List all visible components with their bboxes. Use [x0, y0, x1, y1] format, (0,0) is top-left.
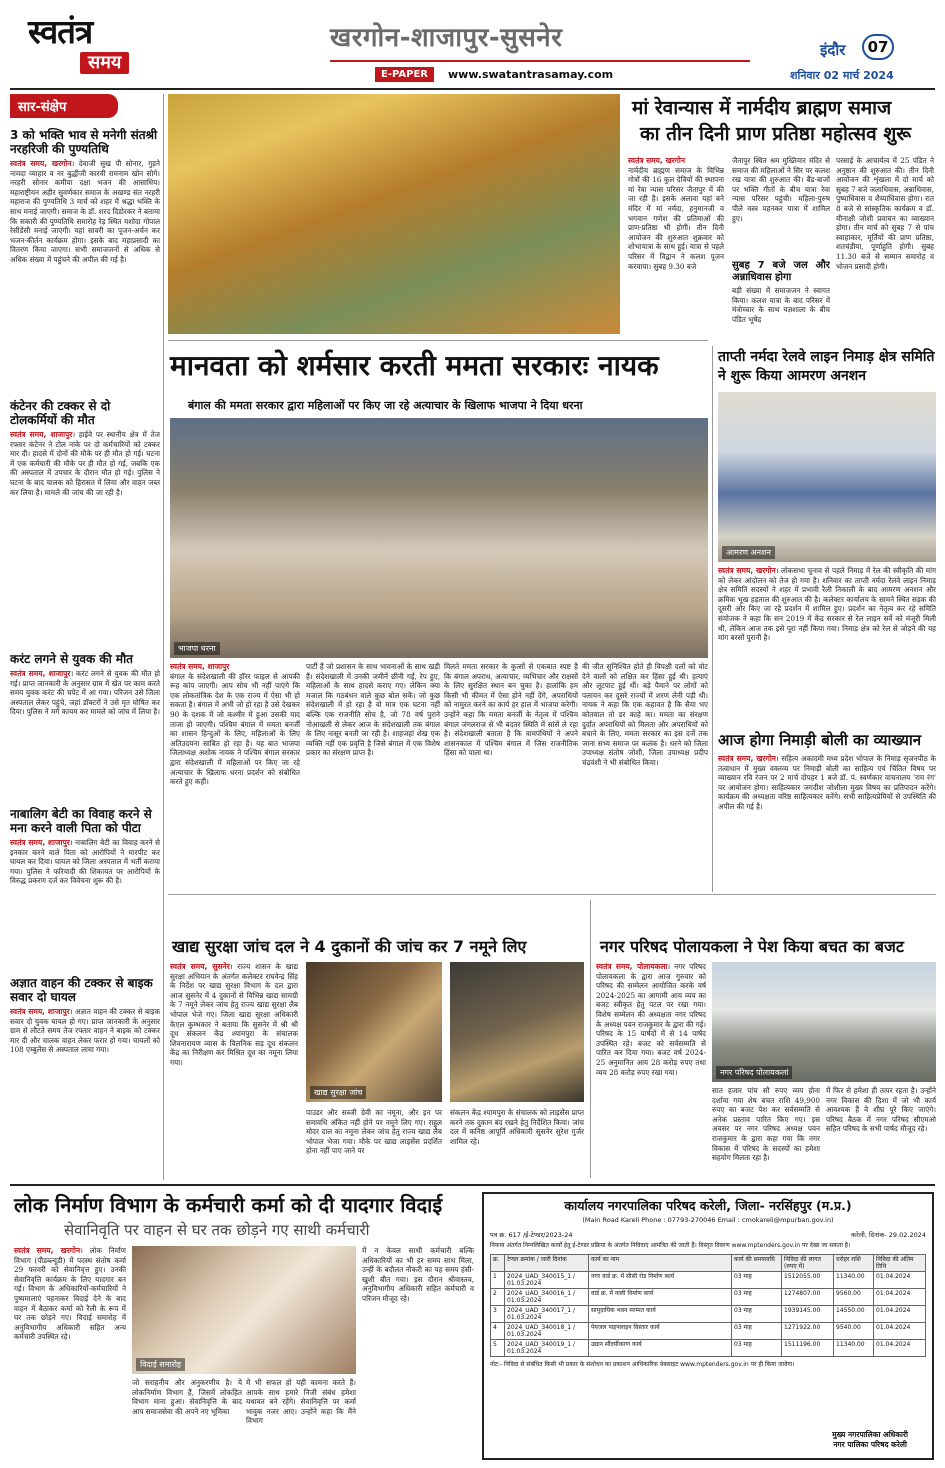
tender-intro: निकाय अंतर्गत निम्नलिखित कार्यों हेतु ई-टेण्डर प्रक्रिया के अंतर्गत निविदाएं आमंत्रित की जाती हैं। विस्तृत विवरण www.mptenders.gov.in पर देखा जा सकता है। — [490, 1242, 851, 1249]
sidebar-item — [10, 399, 160, 646]
sidebar-item — [10, 652, 160, 801]
tender-title: कार्यालय नगरपालिका परिषद करेली, जिला- नरसिंहपुर (म.प्र.) — [564, 1198, 852, 1213]
sidebar-headline: नाबालिग बेटी का विवाह करने से मना करने वाली पिता को पीटा — [10, 807, 152, 835]
procession-photo — [168, 94, 620, 334]
story7-deck: सेवानिवृति पर वाहन से घर तक छोड़ने गए साथी कर्मचारी — [64, 1221, 370, 1239]
story5-headline: खाद्य सुरक्षा जांच दल ने 4 दुकानों की जांच कर 7 नमूने लिए — [172, 937, 527, 956]
story6-col-c: में फिर से हमेशा ही तत्पर रहता है। उन्होंने नगर विकास की दिशा में जो भी कार्य आवश्यक हैं वे शीघ्र पूरे किए जाएंगे। परिषद बैठक में नगर परिषद सीएमओ सहित परिषद के सभी पार्षद मौजूद रहे। — [826, 1086, 936, 1134]
story1-col-b: जैतापुर स्थित श्रम मुख्तियार मंदिर से समाज की महिलाओं ने सिर पर कलश रख यात्रा की शुरुआत की। बैंड-बाजों पर भक्ति गीतों के बीच यात्रा रेवा न्यास परिसर पहुंची। महिला-पुरुष पीले वस्त्र पहनकर यात्रा में शामिल हुए। सुबह 7 बजे जल और अन्नाधिवास होगा बड़ी संख्या में समाजजन ने स्वागत किया। कलश यात्रा के बाद परिसर में मंत्रोच्चार के साथ यज्ञशाला के बीच पंडित भूषेंद्र — [732, 156, 830, 324]
sidebar-body: स्वतंत्र समय, शाजापुर। नाबालिग बेटी का विवाह करने से इनकार करने वाले पिता को आरोपियों ने मारपीट कर घायल कर दिया। घायल को जिला अस्पताल में भर्ती कराया गया। पुलिस ने फरियादी की शिकायत पर आरोपियों के विरुद्ध प्रकरण दर्ज कर विवेचना शुरू की है। — [10, 838, 160, 886]
tender-ref: पत्र क्र. 617 /ई-टेण्डर/2023-24 — [490, 1231, 573, 1239]
vertical-divider — [712, 346, 713, 892]
website-link[interactable]: www.swatantrasamay.com — [448, 68, 614, 81]
tender-table-header: क्र. टेण्डर क्रमांक / जारी दिनांक कार्य का नाम कार्य की समयावधि निविदा की लागत (रुपए में) धरोहर राशि निविदा की अंतिम तिथि — [491, 1254, 926, 1271]
sidebar-body: स्वतंत्र समय, शाजापुर। करंट लगने से युवक की मौत हो गई। प्राप्त जानकारी के अनुसार ग्राम में खेत पर काम करते समय युवक करंट की चपेट में आ गया। परिजन उसे जिला अस्पताल लेकर पहुंचे, जहां डॉक्टरों ने उसे मृत घोषित कर दिया। पुलिस ने मर्ग कायम कर मामले को जांच में लिया है। — [10, 669, 160, 717]
story1-headline-2: का तीन दिनी प्राण प्रतिष्ठा महोत्सव शुरू — [640, 123, 912, 145]
page-number: 07 — [862, 34, 894, 60]
divider — [168, 340, 708, 341]
hunger-strike-photo: आमरण अनशन — [718, 392, 936, 562]
masthead-rule — [330, 60, 750, 62]
table-row: 4 2024_UAD_340018_1 / 01.03.2024 पेयजल पाइपलाइन विस्तार कार्य 03 माह 1271922.00 9540.00 01.04.2024 — [491, 1322, 926, 1339]
story5-col-b: पाउडर और सब्जी ग्रेवी का नमूना, और इन पर समावधि अंकित नहीं होने पर नमूने लिए गए। राहुल मोदर दाल का नमूना लेकर जांच हेतु राज्य खाद्य लैब भोपाल भेजा गया। मौके पर खाद्य लाइसेंस प्रदर्शित होना नहीं पाए जाने पर — [306, 1108, 442, 1156]
sidebar — [10, 94, 160, 1184]
story4-headline: आज होगा निमाड़ी बोली का व्याख्यान — [718, 731, 922, 749]
epaper-tag[interactable]: E-PAPER — [375, 67, 434, 82]
food-inspection-photo: खाद्य सुरक्षा जांच — [306, 962, 442, 1102]
story7-col-a: स्वतंत्र समय, खरगोन। लोक निर्माण विभाग (पीडब्ल्यूडी) में पदस्थ संतोष कर्मा 29 फरवरी को सेवानिवृत्त हुए। उनकी सेवानिवृत्ति कार्यक्रम के लिए यादगार बन गई। विभाग के अधिकारियों-कर्मचारियों ने पुष्पमालाएं पहनाकर विदाई देने के बाद वाहन में बैठाकर कर्मा को रैली के रूप में घर तक छोड़ने गए। विदाई समारोह में अनुविभागीय अधिकारी सहित अन्य कर्मचारी उपस्थित रहे। — [14, 1246, 126, 1342]
story6-col-a: स्वतंत्र समय, पोलायकला। नगर परिषद पोलायकला के द्वारा आज गुरुवार को परिषद की सम्मेलन आयोजित करके वर्ष 2024-2025 का आगामी आय व्यय का बजट स्वीकृत हेतु पटल पर रखा गया। विशेष सम्मेलन की अध्यक्षता नगर परिषद के अध्यक्ष पवन राजकुमार के द्वारा की गई। परिषद के 15 पार्षदों में से 14 पार्षद उपस्थित रहे। बजट को सर्वसम्मति से पारित कर दिया गया। बजट वर्ष 2024-25 अनुमानित आय 28 करोड़ रुपए तथा व्यय 28 करोड़ रुपए रखा गया। — [596, 962, 706, 1077]
sidebar-headline: करंट लगने से युवक की मौत — [10, 652, 134, 666]
sidebar-body: स्वतंत्र समय, शाजापुर। हाईवे पर स्थानीय क्षेत्र में तेज रफ्तार कंटेनर ने टोल नाके पर दो कर्मचारियों को टक्कर मार दी। हादसे में दोनों की मौके पर ही मौत हो गई। घटना में एक कर्मचारी की मौके पर ही मौत हो गई, जबकि एक की अस्पताल में उपचार के दौरान मौत हो गई। पुलिस ने घटना के बाद चालक को हिरासत में लिया और वाहन जब्त कर लिया है। मामले की जांच की जा रही है। — [10, 430, 160, 497]
tender-note: नोट:- निविदा से संबंधित किसी भी प्रकार के संशोधन का प्रकाशन आधिकारिक वेबसाइट www.mptenders.gov.in पर ही किया जावेगा। — [490, 1360, 795, 1368]
edition-title: खरगोन-शाजापुर-सुसनेर — [330, 23, 563, 53]
story2-col-b: पार्टी हैं जो प्रशासन के साथ भावनाओं के साथ खड़ी हैं। संदेशखाली में उनकी जमीनें छीनी गईं, रेप हुए, महिलाओं के साथ हादसे कराए गए। लेकिन क्या मजाल कि गठबंधन वाले कुछ बोल सकें। जो कुछ संदेशखाली में हो रहा है वो मात्र एक घटना नहीं बल्कि एक राजनीति सोच है, जो 78 वर्ष पुराने नोआखली से लेकर आज के संदेशखाली तक बंगाल के लिए नासूर बनती जा रही है। शाहजहां शेख एक व्यक्ति नहीं एक प्रवृत्ति है जिसे बंगाल में एक विशेष प्रकार का संरक्षण प्राप्त है। — [306, 662, 440, 758]
story1-col-c: परसाई के आचार्यत्व में 25 पंडित ने अनुष्ठान की शुरुआत की। तीन दिनी आयोजन की शृंखला में दो मार्च को सुबह 7 बजे जलाधिवास, अन्नाधिवास, पुष्पाधिवास व शैय्याधिवास होगा। रात 8 बजे से सांस्कृतिक कार्यक्रम व डॉ. मीनाक्षी जोशी प्रवाचन का व्याख्यान होगा। तीन मार्च को सुबह 7 से पांच स्वाहाकार, मूर्तियों की प्राण प्रतिष्ठा, शतचंडीया, पूर्णाहुति होगी। सुबह 11.30 बजे से सम्मान समारोह व भोजन प्रसादी होगी। — [836, 156, 934, 271]
story1-headline-1: मां रेवान्यास में नार्मदीय ब्राह्मण समाज — [632, 97, 892, 119]
city-label: इंदौर — [820, 41, 846, 59]
story6-headline: नगर परिषद पोलायकला ने पेश किया बचत का बजट — [600, 937, 904, 956]
sidebar-headline: कंटेनर की टक्कर से दो टोलकर्मियों की मौत — [10, 399, 111, 427]
sidebar-body: स्वतंत्र समय, शाजापुर। अज्ञात वाहन की टक्कर से बाइक सवार दो युवक घायल हो गए। प्राप्त जानकारी के अनुसार ग्राम से लौटते समय तेज रफ्तार वाहन ने बाइक को टक्कर मार दी और चालक वाहन लेकर फरार हो गया। घायलों को 108 एम्बुलेंस से अस्पताल लाया गया। — [10, 1007, 160, 1055]
sidebar-item — [10, 807, 160, 970]
tender-table — [490, 1254, 926, 1357]
tender-ref-date: करेली, दिनांक- 29.02.2024 — [851, 1231, 926, 1239]
story2-col-c: मिलते ममता सरकार के कुत्सों से एकबात स्पष्ट है कि बंगाल अपराध, अत्याचार, व्यभिचार और राक्षसों के लिए सुरक्षित स्थान बन चुका है। हालांकि हम किसी भी कीमत में ऐसा होने नहीं देंगे, अपराधियों को नामुरत करने का कार्य हर हाल में भाजपा करेगी। उन्होंने कहा कि ममता बनर्जी के नेतृत्व में पश्चिम बंगाल जंगलराज से भी बदतर स्थिति में सांसें ले रहा है। संदेशखाली बताता है कि वामपंथियों ने अपने शासनकाल में पश्चिम बंगाल में जिस राजनीतिक हिंसा को पाला था। — [444, 662, 578, 758]
sidebar-item — [10, 976, 160, 1117]
story6-col-b: सात हजार पांच सौ रुपए व्यय होना दर्शाया गया शेष बचत राशि 49,900 रुपए का बजट पेश कर सर्वसम्मति से अनेक प्रस्ताव पारित किए गए। इस अवसर पर नगर परिषद अध्यक्ष पवन राजकुमार के द्वारा कहा गया कि नगर विकास में परिषद के सदस्यों का हमेशा सहयोग मिलता रहा है। — [712, 1086, 820, 1163]
table-row: 2 2024_UAD_340016_1 / 01.03.2024 वार्ड क्र. में नाली निर्माण कार्य 03 माह 1274807.00 9560.00 01.04.2024 — [491, 1288, 926, 1305]
sidebar-divider — [163, 94, 164, 1180]
vertical-divider — [590, 900, 591, 1178]
story2-col-d: की जीत सुनिश्चित होते ही विपक्षी दलों को वोट देने वालों को लक्षित कर हिंसा हुई थी। हत्याएं और लूटपाट हुई थीं। बड़े पैमाने पर लोगों को पलायन कर दूसरे राज्यों में शरण लेनी पड़ी थी। नायक ने कहा कि एक कहावत है कि सैया भए कोतवाल तो डर काहे का। ममता का संरक्षण दुर्दांत अपराधियों को मिलता और अपराधियों को बचाने के लिए, ममता सरकार का इस दर्जे तक जाना सभ्य समाज पर कलंक है। धरने को जिला उपाध्यक्ष संतोष जोशी, जिला उपाध्यक्ष प्रदीप चंद्रवंशी ने भी संबोधित किया। — [582, 662, 708, 767]
sidebar-item — [10, 128, 160, 393]
story2-headline: मानवता को शर्मसार करती ममता सरकारः नायक — [170, 349, 659, 382]
tender-subtitle: (Main Road Kareli Phone : 07793-270046 Email : cmokareli@mpurban.gov.in) — [582, 1216, 834, 1224]
table-row: 3 2024_UAD_340017_1 / 01.03.2024 सामुदायिक भवन मरम्मत कार्य 03 माह 1939145.00 14550.00 01.04.2024 — [491, 1305, 926, 1322]
divider — [10, 1184, 935, 1186]
story2-deck: बंगाल की ममता सरकार द्वारा महिलाओं पर किए जा रहे अत्याचार के खिलाफ भाजपा ने दिया धरना — [188, 399, 583, 412]
tender-signature: मुख्य नगरपालिका अधिकारी नगर पालिका परिषद करेली — [832, 1430, 908, 1449]
masthead — [0, 0, 945, 88]
protest-photo: भाजपा धरना — [170, 418, 708, 658]
tender-notice — [482, 1192, 934, 1460]
farewell-photo: विदाई समारोह — [132, 1246, 356, 1374]
story4-body: स्वतंत्र समय, खरगोन। सहित्य अकादमी मध्य प्रदेश भोपाल के निमाड़ सृजनपीठ के तत्वाधान में मुख्य वक्तव्य पर निमाड़ी बोली का साहित्य एवं चिंतित विषय पर व्याख्यान रवि रंजन पर 2 मार्च दोपहर 1 बजे डॉ. पं. स्वर्णकार वाचनालय 'राम रंग' पर आयोजन होगा। साहित्यकार जगदीश जोशीला मुख्य विषय का प्रतिपादन करेंगे। कार्यक्रम की अध्यक्षता वरिष्ठ साहित्यकार करेंगे। सभी साहित्यप्रेमियों से उपस्थिति की अपील की गई है। — [718, 754, 936, 811]
table-row: 5 2024_UAD_340019_1 / 01.03.2024 उद्यान सौंदर्यीकरण कार्य 03 माह 1511196.00 11340.00 01.04.2024 — [491, 1339, 926, 1356]
sidebar-headline: 3 को भक्ति भाव से मनेगी संतश्री नरहरिजी की पुण्यतिथि — [10, 128, 158, 156]
logo-bottom: समय — [80, 52, 129, 74]
sidebar-header: सार-संक्षेप — [10, 94, 118, 118]
logo — [28, 14, 148, 78]
story2-col-a: स्वतंत्र समय, शाजापुर बंगाल के संदेशखाली की हॉरर फाइल से आपकी रूह कांप जाएगी। आप सोच भी नहीं पाएंगे कि एक लोकतांत्रिक देश के एक राज्य में ऐसा भी हो सकता है। बंगाल में अभी जो हो रहा है उसे देखकर 90 के दशक में जो कश्मीर में हुआ उसकी याद ताजा हो जाएगी। पश्चिम बंगाल में ममता बनर्जी का शासन हिन्दुओं के लिए, महिलाओं के लिए अतिउदयना साबित हो रहा है। यह बात भाजपा जिलाध्यक्ष अशोक नायक ने पश्चिम बंगाल सरकार द्वारा संदेशखाली में महिलाओं पर किए जा रहे अत्याचार के खिलाफ धरना प्रदर्शन को संबोधित करते हुए कही। — [170, 662, 300, 787]
top-rule — [10, 88, 935, 90]
story3-headline: ताप्ती नर्मदा रेलवे लाइन निमाड़ क्षेत्र समिति ने शुरू किया आमरण अनशन — [718, 349, 935, 384]
story7-col-d: में न केवल साथी कर्मचारी बल्कि अधिकारियों का भी हर समय साथ मिला, उन्हीं के बदौलत नौकरी का यह समय हंसी-खुशी बीत गया। इस दौरान श्रीवास्तव, अनुविभागीय अधिकारी सहित कर्मचारी व परिजन मौजूद रहे। — [362, 1246, 474, 1303]
story5-col-c: संकलन केंद्र श्यामपुरा के संचालक को लाइसेंस प्राप्त करने तक दुकान बंद रखने हेतु निर्देशित किया। जांच दल में कनिष्ठ आपूर्ति अधिकारी सुसनेर सुरेश गुर्जर शामिल रहे। — [450, 1108, 584, 1146]
story3-body: स्वतंत्र समय, खरगोन। लोकसभा चुनाव से पहले निमाड़ में रेल की स्वीकृति की मांग को लेकर आंदोलन को तेज हो गया है। शनिवार का ताप्ती नर्मदा रेलवे लाइन निमाड़ क्षेत्र समिति सदस्यों ने शहर में प्रभावी रैली निकाली के बाद आमरण अनशन और क्रमिक भूख हड़ताल की शुरुआत की है। कलेक्टर कार्यालय के सामने स्थित सड़क की दूसरी ओर किए जा रहे प्रदर्शन में शामिल हुए। प्रदर्शन का नेतृत्व कर रहे समिति संयोजक ने कहा कि सन 2019 में केंद्र सरकार से रेल लाइन सर्वे को मंजूरी मिली थी, लेकिन आज तक इसे पूरा नहीं किया गया। निमाड़ क्षेत्र को रेल से जोड़ने की यह मांग बरसों पुरानी है। — [718, 566, 936, 643]
municipal-building-photo: नगर परिषद पोलायकलां — [712, 962, 936, 1082]
logo-top: स्वतंत्र — [28, 12, 93, 51]
sidebar-body: स्वतंत्र समय, खरगोन। देवाजी सुख पी सोनार, गुड़ने नामदा व्याहार व नर बुद्धीजी कारवी रामनाम खोन सोगे। नरहरी सोनार कमीया दक्षा भजन की आसाधिय। महाराष्ट्रीयन अहीर सुवर्णकार समाज के अखण्ड संत नरहरी महाराज की पुण्यतिथि 3 मार्च को शहर में श्रद्धा भक्ति के साथ मनाई जाएगी। समाज के डॉ. शरद दिडोरकर ने बताया कि सकारी की पुण्यतिथि समारोह रेड़ स्थित यशोदा गोपाल रेसीडेंसी मनाई जाएगी। यहां सावरी का पूजन-अर्चन कर भजन-कीर्तन कार्यक्रम होगा। इसके बाद महाप्रसादी का वितरण किया जाएगा। सभी समाजजनों से अधिक से अधिक संख्या में पहुंचने की अपील की गई है। — [10, 159, 160, 264]
table-row: 1 2024_UAD_340015_1 / 01.03.2024 नगर वार्ड क्र. में सीसी रोड निर्माण कार्य 03 माह 1512055.00 11340.00 01.04.2024 — [491, 1271, 926, 1288]
issue-date: शनिवार 02 मार्च 2024 — [790, 69, 894, 82]
story1-subhead: सुबह 7 बजे जल और अन्नाधिवास होगा — [732, 260, 830, 283]
divider — [168, 894, 936, 895]
story5-col-a: स्वतंत्र समय, सुसनेर। राज्य शासन के खाद्य सुरक्षा अभियान के अंतर्गत कलेक्टर राघवेन्द्र सिंह के निर्देश पर खाद्य सुरक्षा विभाग के दल द्वारा आज सुसनेर में 4 दुकानों से विभिन्न खाद्य सामग्री के 7 नमूने लेकर जांच हेतु राज्य खाद्य सुरक्षा लैब भोपाल भेजे गए। जिला खाद्य सुरक्षा अधिकारी केएल कुम्भकार ने बताया कि सुसनेर में श्री श्री दूध संकलन केंद्र श्यामपुरा के संचालक शिवनारायण व्यास के विलनिक सड़ दूध संकलन केंद्र का निरीक्षण कर मिश्रित दूध का नमूना लिया गया। — [170, 962, 298, 1067]
story7-col-b: जो सराहनीय और अनुकरणीय है। ये लोकनिर्माण विभाग हैं, जिसमें लोकहित विभाग माना हुआ। सेवानिवृत्ति के बाद आप समाजसेवा की अपने नए भूमिका — [132, 1378, 242, 1416]
story7-headline: लोक निर्माण विभाग के कर्मचारी कर्मा को दी यादगार विदाई — [14, 1193, 443, 1217]
sidebar-headline: अज्ञात वाहन की टक्कर से बाइक सवार दो घायल — [10, 976, 153, 1004]
food-inspection-photo-2 — [450, 962, 584, 1102]
story7-col-c: में भी सफल हो यही कामना करते हैं। आपके साथ हमारे निजी संबंध हमेशा यथावत बने रहेंगे। सेवानिवृत्ति पर कर्मा भावुक नजर आए। उन्होंने कहा कि मैंने विभाग — [246, 1378, 356, 1426]
story1-col-a: स्वतंत्र समय, खरगोन नार्मदीय ब्राह्मण समाज के विभिन्न गोत्रों की 16 कुल देवियों की स्थापना मां रेवा न्यास परिसर जैतापुर में की जा रही है। इसके अलावा यहां बने मंदिर में मां नर्मदा, हनुमानजी व भगवान गणेश की प्रतिमाओं की प्राण-प्रतिष्ठा भी होगी। तीन दिनी आयोजन की शुरुआत शुक्रवार को शोभायात्रा के साथ हुई। यात्रा से पहले परिसर में विद्वान ने कलश पूजन करवाया। सुबह 9.30 बजे — [628, 156, 724, 271]
